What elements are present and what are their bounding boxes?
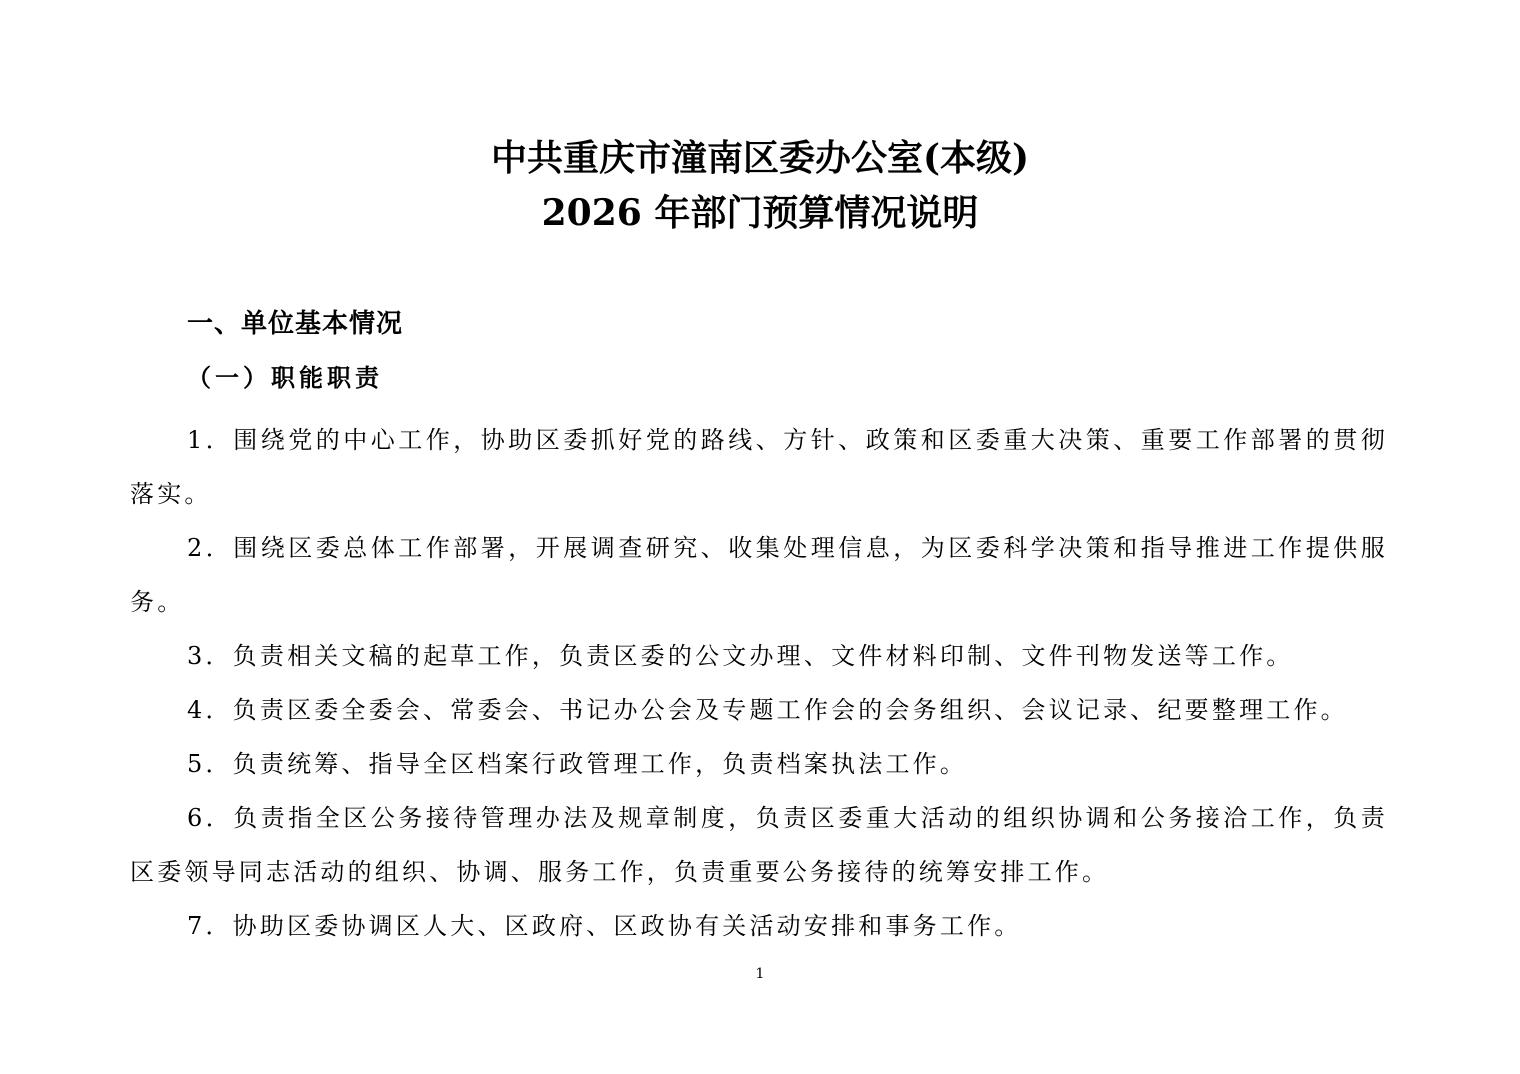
duty-item-1: 1．围绕党的中心工作，协助区委抓好党的路线、方针、政策和区委重大决策、重要工作部署的贯彻落实。	[130, 426, 1388, 508]
duty-item-3: 3．负责相关文稿的起草工作，负责区委的公文办理、文件材料印制、文件刊物发送等工作。	[187, 642, 1294, 670]
duties-list	[130, 413, 1388, 953]
duty-item-2: 2．围绕区委总体工作部署，开展调查研究、收集处理信息，为区委科学决策和指导推进工作提供服务。	[130, 534, 1388, 616]
document-title-line-2: 2026 年部门预算情况说明	[541, 192, 979, 234]
duty-item-6: 6．负责指全区公务接待管理办法及规章制度，负责区委重大活动的组织协调和公务接洽工作，负责区委领导同志活动的组织、协调、服务工作，负责重要公务接待的统筹安排工作。	[130, 804, 1388, 886]
page-number: 1	[755, 966, 765, 982]
duty-item-4: 4．负责区委全委会、常委会、书记办公会及专题工作会的会务组织、会议记录、纪要整理工作。	[187, 696, 1348, 724]
subsection-heading: （一）职能职责	[187, 363, 383, 392]
duty-item-5: 5．负责统筹、指导全区档案行政管理工作，负责档案执法工作。	[187, 750, 968, 778]
duty-item-7: 7．协助区委协调区人大、区政府、区政协有关活动安排和事务工作。	[187, 912, 1022, 940]
document-title-line-1: 中共重庆市潼南区委办公室(本级)	[490, 137, 1030, 179]
section-heading: 一、单位基本情况	[187, 309, 404, 339]
